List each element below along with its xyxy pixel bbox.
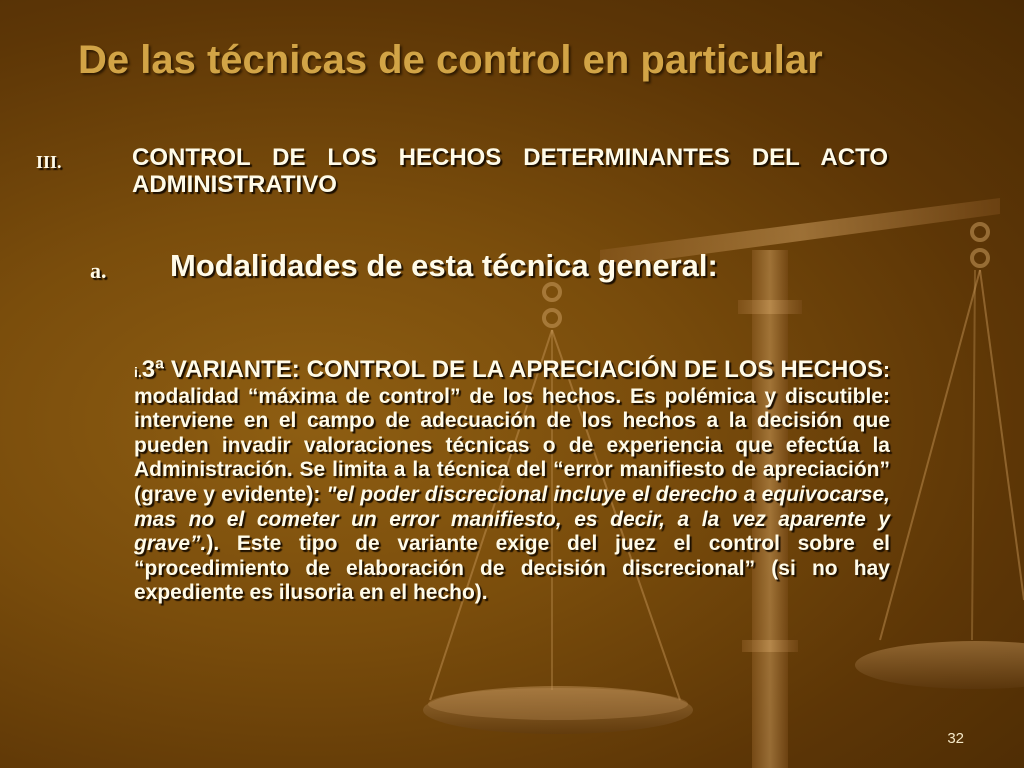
page-number: 32	[947, 730, 964, 747]
section-heading: CONTROL DE LOS HECHOS DETERMINANTES DEL ACTO ADMINISTRATIVO	[132, 144, 888, 198]
variant-text-2: ). Este tipo de variante exige del juez el control sobre el “procedimiento de elaboración de decisión discrecional” (si no hay expediente es ilusoria en el hecho).	[134, 532, 890, 605]
variant-text-1: : modalidad “máxima de control” de los hechos. Es polémica y discutible: interviene en el campo de adecuación de los hechos a la decisión que pueden invadir valoraciones técnicas o de experiencia que efectúa la Administración. Se limita a la técnica del “error manifiesto de apreciación” (grave y evidente):	[134, 359, 890, 506]
variant-marker: i.	[134, 364, 142, 380]
section-marker: III.	[36, 152, 62, 172]
variant-lead: 3ª VARIANTE: CONTROL DE LA APRECIACIÓN DE LOS HECHOS	[141, 356, 883, 383]
variant-paragraph	[134, 358, 890, 606]
sub-heading: Modalidades de esta técnica general:	[170, 248, 718, 283]
slide-title: De las técnicas de control en particular	[78, 38, 823, 82]
sub-marker: a.	[90, 258, 107, 283]
variant-quote: "el poder discrecional incluye el derecho a equivocarse, mas no el cometer un error manifiesto, es decir, a la vez aparente y grave”.	[134, 482, 890, 556]
